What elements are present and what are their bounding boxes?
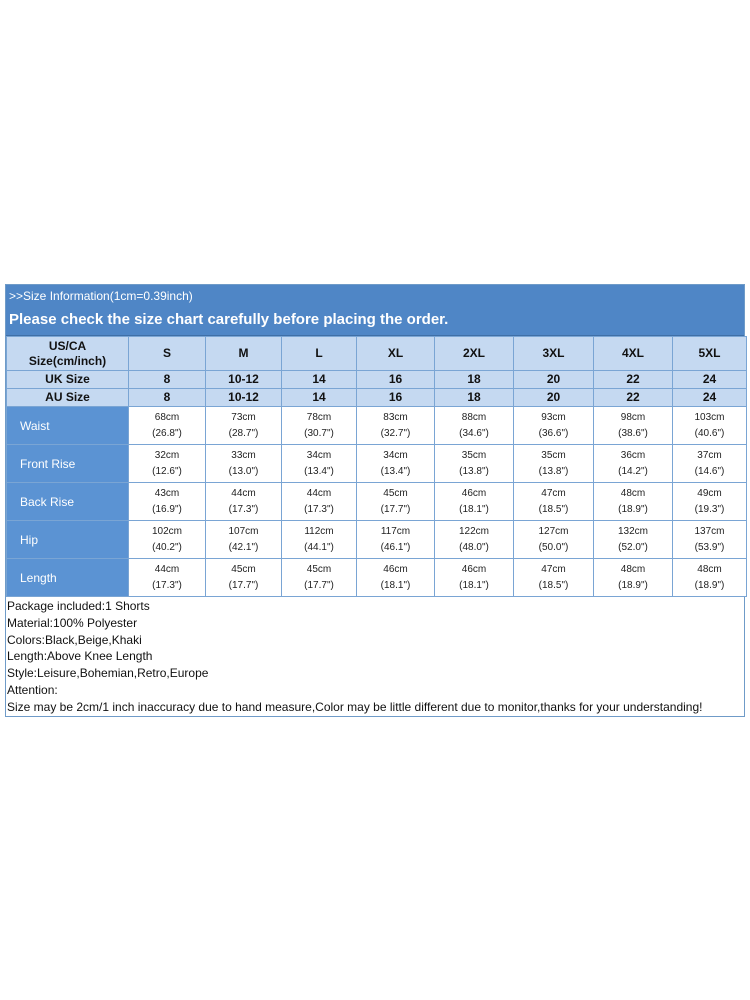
inch-value: (17.3") — [228, 503, 259, 515]
product-notes — [6, 597, 744, 716]
us-size-header-label — [7, 337, 129, 371]
measurement-cell — [206, 559, 282, 597]
measurement-label: Length — [7, 559, 129, 597]
measurement-row — [7, 521, 747, 559]
inch-value: (34.6") — [459, 427, 489, 439]
uk-size-cell: 22 — [594, 371, 673, 389]
au-size-cell: 18 — [435, 389, 514, 407]
inch-value: (40.2") — [152, 541, 182, 553]
measurement-cell — [206, 445, 282, 483]
cm-value: 46cm — [383, 563, 408, 575]
cm-value: 35cm — [541, 449, 566, 461]
uk-size-cell: 14 — [282, 371, 357, 389]
measurement-cell — [673, 559, 747, 597]
cm-value: 73cm — [231, 411, 256, 423]
au-size-cell: 10-12 — [206, 389, 282, 407]
au-size-cell: 8 — [129, 389, 206, 407]
material-note: Material:100% Polyester — [7, 615, 138, 630]
inch-value: (14.2") — [618, 465, 648, 477]
measurement-cell — [673, 407, 747, 445]
measurement-label: Front Rise — [7, 445, 129, 483]
cm-value: 43cm — [154, 487, 180, 499]
accuracy-note: Size may be 2cm/1 inch inaccuracy due to hand measure,Color may be little different due to monitor,thanks for your understanding! — [7, 699, 703, 714]
measurement-cell — [673, 521, 747, 559]
measurement-cell — [435, 407, 514, 445]
cm-value: 47cm — [541, 487, 566, 499]
cm-value: 78cm — [306, 411, 332, 423]
measurement-cell — [514, 445, 594, 483]
inch-value: (18.1") — [459, 579, 489, 591]
inch-value: (18.5") — [538, 579, 569, 591]
uk-size-cell: 24 — [673, 371, 747, 389]
measurement-cell — [594, 521, 673, 559]
inch-value: (13.8") — [459, 465, 489, 477]
inch-value: (28.7") — [228, 427, 259, 439]
cm-value: 44cm — [154, 563, 180, 575]
cm-value: 103cm — [694, 411, 725, 423]
au-size-row — [7, 389, 747, 407]
uk-size-label: UK Size — [7, 371, 129, 389]
cm-value: 68cm — [154, 411, 180, 423]
measurement-cell — [435, 559, 514, 597]
cm-value: 127cm — [538, 525, 569, 537]
measurement-cell — [206, 483, 282, 521]
inch-value: (17.7") — [380, 503, 411, 515]
measurement-label: Hip — [7, 521, 129, 559]
cm-value: 88cm — [461, 411, 487, 423]
style-note: Style:Leisure,Bohemian,Retro,Europe — [7, 666, 209, 681]
inch-value: (16.9") — [152, 503, 182, 515]
measurement-cell — [514, 521, 594, 559]
measurement-cell — [435, 521, 514, 559]
cm-value: 44cm — [306, 487, 332, 499]
cm-value: 93cm — [541, 411, 566, 423]
cm-value: 48cm — [697, 563, 722, 575]
measurement-cell — [129, 445, 206, 483]
measurement-cell — [282, 483, 357, 521]
inch-value: (13.4") — [380, 465, 411, 477]
chart-banner — [6, 285, 744, 336]
inch-value: (13.0") — [228, 465, 259, 477]
inch-value: (17.3") — [304, 503, 334, 515]
cm-value: 45cm — [383, 487, 408, 499]
measurement-cell — [357, 559, 435, 597]
measurement-cell — [357, 521, 435, 559]
us-ca-label: US/CA — [48, 338, 87, 353]
inch-value: (17.7") — [304, 579, 334, 591]
cm-value: 44cm — [231, 487, 256, 499]
measurement-cell — [129, 407, 206, 445]
inch-value: (18.1") — [459, 503, 489, 515]
size-table — [6, 336, 747, 597]
measurement-cell — [129, 559, 206, 597]
au-size-cell: 24 — [673, 389, 747, 407]
measurement-row — [7, 407, 747, 445]
measurement-cell — [357, 407, 435, 445]
inch-value: (17.3") — [152, 579, 182, 591]
measurement-cell — [435, 445, 514, 483]
uk-size-cell: 10-12 — [206, 371, 282, 389]
au-size-cell: 14 — [282, 389, 357, 407]
measurement-row — [7, 483, 747, 521]
au-size-cell: 20 — [514, 389, 594, 407]
inch-value: (13.8") — [538, 465, 569, 477]
measurement-label: Waist — [7, 407, 129, 445]
cm-value: 32cm — [154, 449, 180, 461]
au-size-cell: 16 — [357, 389, 435, 407]
cm-value: 48cm — [620, 487, 646, 499]
measurement-cell — [282, 559, 357, 597]
cm-value: 107cm — [228, 525, 259, 537]
measurement-cell — [282, 407, 357, 445]
measurement-cell — [282, 445, 357, 483]
inch-value: (13.4") — [304, 465, 334, 477]
measurement-cell — [435, 483, 514, 521]
measurement-cell — [673, 445, 747, 483]
uk-size-cell: 8 — [129, 371, 206, 389]
inch-value: (44.1") — [304, 541, 334, 553]
size-unit-label: Size(cm/inch) — [28, 353, 107, 368]
inch-value: (12.6") — [152, 465, 182, 477]
measurement-cell — [206, 407, 282, 445]
cm-value: 137cm — [694, 525, 725, 537]
cm-value: 122cm — [458, 525, 489, 537]
inch-value: (26.8") — [152, 427, 182, 439]
size-header-cell: 5XL — [673, 337, 747, 371]
inch-value: (48.0") — [459, 541, 489, 553]
inch-value: (19.3") — [694, 503, 725, 515]
size-chart — [5, 284, 745, 717]
inch-value: (18.1") — [380, 579, 411, 591]
measurement-cell — [594, 559, 673, 597]
package-note: Package included:1 Shorts — [7, 599, 150, 613]
cm-value: 36cm — [620, 449, 646, 461]
measurement-cell — [129, 483, 206, 521]
inch-value: (46.1") — [380, 541, 411, 553]
measurement-label: Back Rise — [7, 483, 129, 521]
us-size-header-row — [7, 337, 747, 371]
cm-value: 132cm — [617, 525, 648, 537]
uk-size-row — [7, 371, 747, 389]
cm-value: 45cm — [231, 563, 256, 575]
cm-value: 112cm — [304, 525, 334, 537]
cm-value: 35cm — [461, 449, 487, 461]
inch-value: (18.5") — [538, 503, 569, 515]
inch-value: (17.7") — [228, 579, 259, 591]
size-header-cell: M — [206, 337, 282, 371]
inch-value: (42.1") — [228, 541, 259, 553]
measurement-cell — [673, 483, 747, 521]
measurement-cell — [594, 407, 673, 445]
inch-value: (38.6") — [618, 427, 648, 439]
inch-value: (18.9") — [618, 579, 648, 591]
measurement-row — [7, 445, 747, 483]
cm-value: 117cm — [380, 525, 411, 537]
cm-value: 45cm — [306, 563, 332, 575]
measurement-cell — [129, 521, 206, 559]
measurement-row — [7, 559, 747, 597]
size-header-cell: 2XL — [435, 337, 514, 371]
size-header-cell: 3XL — [514, 337, 594, 371]
inch-value: (52.0") — [618, 541, 648, 553]
cm-value: 98cm — [620, 411, 646, 423]
size-info-title: >>Size Information(1cm=0.39inch) — [9, 289, 193, 303]
cm-value: 33cm — [231, 449, 256, 461]
size-header-cell: L — [282, 337, 357, 371]
cm-value: 34cm — [383, 449, 408, 461]
size-header-cell: 4XL — [594, 337, 673, 371]
cm-value: 46cm — [461, 487, 487, 499]
uk-size-cell: 16 — [357, 371, 435, 389]
cm-value: 34cm — [306, 449, 332, 461]
length-note: Length:Above Knee Length — [7, 649, 153, 664]
inch-value: (18.9") — [694, 579, 725, 591]
measurement-cell — [206, 521, 282, 559]
au-size-cell: 22 — [594, 389, 673, 407]
measurement-cell — [514, 483, 594, 521]
measurement-cell — [514, 407, 594, 445]
measurement-cell — [357, 445, 435, 483]
size-chart-notice: Please check the size chart carefully before placing the order. — [9, 311, 449, 328]
inch-value: (36.6") — [538, 427, 569, 439]
size-header-cell: S — [129, 337, 206, 371]
cm-value: 48cm — [620, 563, 646, 575]
cm-value: 37cm — [697, 449, 722, 461]
cm-value: 102cm — [151, 525, 182, 537]
inch-value: (18.9") — [618, 503, 648, 515]
au-size-label: AU Size — [7, 389, 129, 407]
measurement-cell — [282, 521, 357, 559]
cm-value: 49cm — [697, 487, 722, 499]
cm-value: 47cm — [541, 563, 566, 575]
cm-value: 83cm — [383, 411, 408, 423]
inch-value: (30.7") — [304, 427, 334, 439]
attention-note: Attention: — [7, 682, 58, 697]
inch-value: (14.6") — [694, 465, 725, 477]
measurement-cell — [594, 445, 673, 483]
cm-value: 46cm — [461, 563, 487, 575]
measurement-cell — [514, 559, 594, 597]
inch-value: (40.6") — [694, 427, 725, 439]
measurement-cell — [357, 483, 435, 521]
inch-value: (50.0") — [538, 541, 569, 553]
uk-size-cell: 18 — [435, 371, 514, 389]
colors-note: Colors:Black,Beige,Khaki — [7, 632, 142, 647]
inch-value: (32.7") — [380, 427, 411, 439]
uk-size-cell: 20 — [514, 371, 594, 389]
size-header-cell: XL — [357, 337, 435, 371]
inch-value: (53.9") — [694, 541, 725, 553]
measurement-cell — [594, 483, 673, 521]
